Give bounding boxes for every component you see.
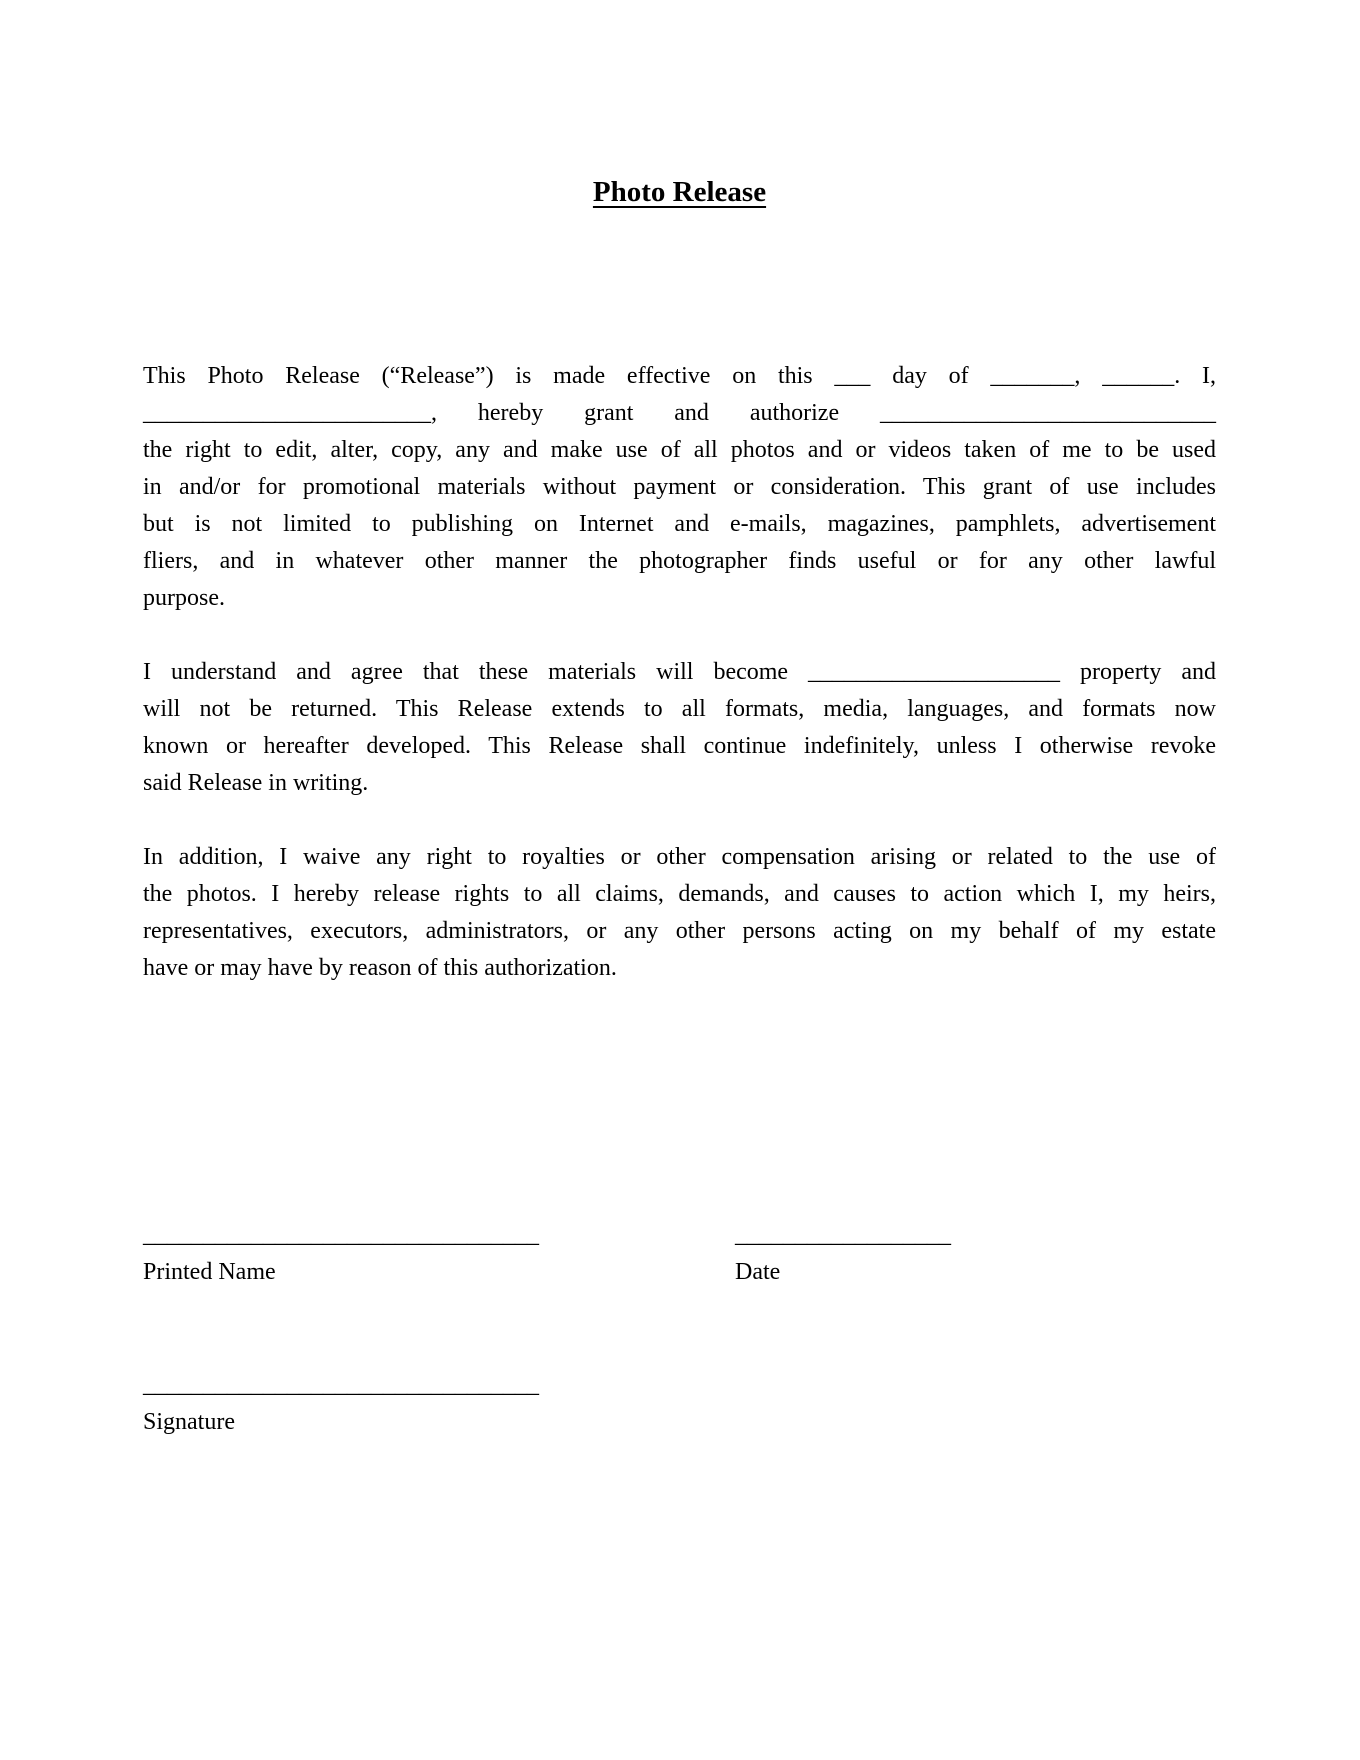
signature-label: Signature [143, 1409, 235, 1435]
paragraph-line: known or hereafter developed. This Release shall continue indefinitely, unless I otherwise revoke [143, 733, 1216, 759]
paragraph-line: This Photo Release (“Release”) is made effective on this ___ day of _______, ______. I, [143, 363, 1216, 389]
paragraph-line: in and/or for promotional materials without payment or consideration. This grant of use includes [143, 474, 1216, 500]
paragraph-line: but is not limited to publishing on Internet and e-mails, magazines, pamphlets, advertisement [143, 511, 1216, 537]
paragraph-line: fliers, and in whatever other manner the photographer finds useful or for any other lawful [143, 548, 1216, 574]
signature-block [143, 1367, 1216, 1441]
date-line: __________________ [735, 1222, 951, 1248]
paragraph-materials [143, 654, 1216, 802]
paragraph-line: representatives, executors, administrators, or any other persons acting on my behalf of my estate [143, 918, 1216, 944]
printed-name-date-row [143, 1217, 1216, 1291]
paragraph-waiver [143, 839, 1216, 987]
paragraph-line: the right to edit, alter, copy, any and make use of all photos and or videos taken of me to be used [143, 437, 1216, 463]
signature-section [143, 1217, 1216, 1441]
paragraph-line: the photos. I hereby release rights to all claims, demands, and causes to action which I, my heirs, [143, 881, 1216, 907]
paragraph-line: will not be returned. This Release extends to all formats, media, languages, and formats now [143, 696, 1216, 722]
signature-line: _________________________________ [143, 1372, 539, 1398]
paragraph-line: purpose. [143, 585, 225, 611]
document-content [143, 0, 1216, 1441]
page-title-text: Photo Release [592, 176, 767, 208]
paragraph-line: ________________________, hereby grant and authorize ____________________________ [143, 400, 1216, 426]
paragraph-line: said Release in writing. [143, 770, 369, 796]
printed-name-label: Printed Name [143, 1259, 276, 1285]
date-label: Date [735, 1259, 781, 1285]
paragraph-line: I understand and agree that these materials will become _____________________ property and [143, 659, 1216, 685]
printed-name-block [143, 1217, 539, 1291]
page-title [143, 170, 1216, 214]
paragraph-line: have or may have by reason of this authorization. [143, 955, 617, 981]
printed-name-line: _________________________________ [143, 1222, 539, 1248]
paragraph-line: In addition, I waive any right to royalties or other compensation arising or related to the use of [143, 844, 1216, 870]
paragraph-grant [143, 358, 1216, 617]
date-block [735, 1217, 951, 1291]
